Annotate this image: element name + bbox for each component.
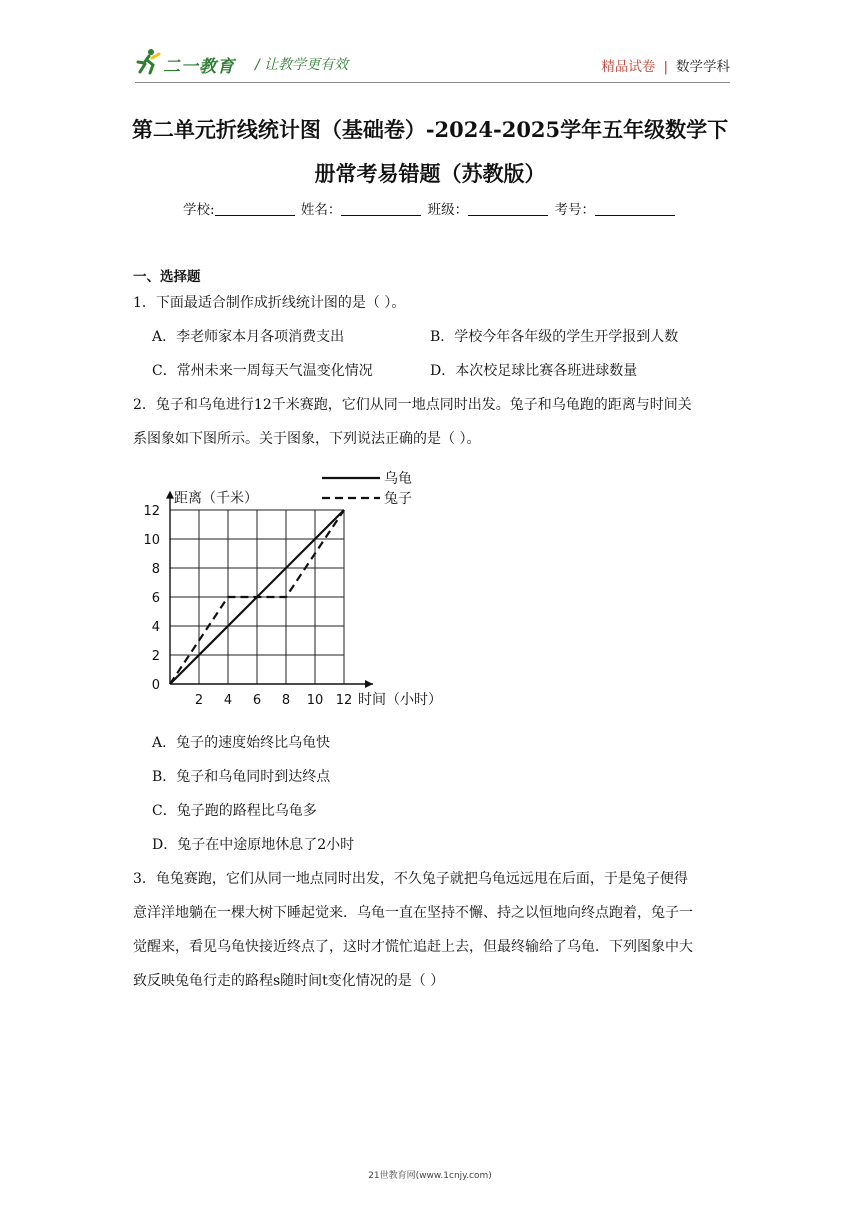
q2-option-c: C．兔子跑的路程比乌龟多 <box>152 803 317 819</box>
q1-option-d: D．本次校足球比赛各班进球数量 <box>430 363 638 379</box>
y-tick-label: 8 <box>151 562 160 577</box>
x-tick-label: 10 <box>306 693 324 708</box>
student-info <box>0 198 860 218</box>
section-heading: 一、选择题 <box>133 269 201 285</box>
q2-option-a: A．兔子的速度始终比乌龟快 <box>152 735 331 751</box>
name-blank <box>341 201 421 216</box>
q1-option-c: C．常州未来一周每天气温变化情况 <box>152 363 373 379</box>
slogan: / 让教学更有效 <box>255 57 349 73</box>
y-axis-label: 距离（千米） <box>174 490 258 507</box>
class-label: 班级： <box>427 202 469 218</box>
x-tick-label: 6 <box>252 693 262 708</box>
class-blank <box>468 201 548 216</box>
q3-line3: 觉醒来，看见乌龟快接近终点了，这时才慌忙追赶上去，但最终输给了乌龟．下列图象中大 <box>133 939 693 955</box>
q1-stem: 1．下面最适合制作成折线统计图的是（ ）。 <box>133 295 406 311</box>
logo-text: 二一教育 <box>163 57 235 77</box>
q3-line4: 致反映兔龟行走的路程s随时间t变化情况的是（ ） <box>133 973 445 989</box>
name-label: 姓名： <box>300 202 342 218</box>
page-title-line2: 册常考易错题（苏教版） <box>314 161 546 186</box>
x-tick-label: 12 <box>335 693 353 708</box>
race-line-chart <box>140 462 450 722</box>
school-label: 学校: <box>183 202 215 218</box>
header-tag-subject: 数学学科 <box>676 59 730 75</box>
header-tag-quality: 精品试卷 <box>601 59 656 75</box>
q2-stem-line1: 2．兔子和乌龟进行12千米赛跑，它们从同一地点同时出发。兔子和乌龟跑的距离与时间关 <box>133 397 692 413</box>
x-tick-label: 4 <box>223 693 233 708</box>
page-title-line1: 第二单元折线统计图（基础卷）-2024-2025学年五年级数学下 <box>131 117 729 142</box>
x-tick-label: 8 <box>281 693 291 708</box>
y-tick-label: 4 <box>151 620 160 635</box>
q2-stem-line2: 系图象如下图所示。关于图象，下列说法正确的是（ ）。 <box>133 431 481 447</box>
q1-option-b: B．学校今年各年级的学生开学报到人数 <box>430 329 679 345</box>
q2-option-d: D．兔子在中途原地休息了2小时 <box>152 837 355 853</box>
number-blank <box>595 201 675 216</box>
legend-label-1: 兔子 <box>384 491 412 507</box>
header-divider <box>135 82 730 83</box>
x-tick-label: 2 <box>194 693 204 708</box>
page-header <box>135 42 730 82</box>
x-axis-arrow-icon <box>365 680 373 688</box>
school-blank <box>215 201 295 216</box>
legend-label-0: 乌龟 <box>384 471 412 487</box>
page-footer: 21世教育网(www.1cnjy.com) <box>368 1171 492 1181</box>
q1-option-a: A．李老师家本月各项消费支出 <box>152 329 345 345</box>
y-tick-label: 10 <box>143 533 160 548</box>
number-label: 考号： <box>554 202 595 218</box>
y-tick-label: 0 <box>151 678 160 693</box>
y-axis-arrow-icon <box>166 491 174 499</box>
header-subject <box>601 55 730 75</box>
y-tick-label: 2 <box>151 649 160 664</box>
x-axis-label: 时间（小时） <box>358 692 442 708</box>
runner-logo-icon <box>135 48 161 76</box>
y-tick-label: 6 <box>151 591 160 606</box>
q3-line2: 意洋洋地躺在一棵大树下睡起觉来．乌龟一直在坚持不懈、持之以恒地向终点跑着，兔子一 <box>133 905 693 921</box>
q3-line1: 3．龟兔赛跑，它们从同一地点同时出发，不久兔子就把乌龟远远甩在后面，于是兔子便得 <box>133 871 688 887</box>
header-separator: | <box>663 59 668 75</box>
q2-option-b: B．兔子和乌龟同时到达终点 <box>152 769 331 785</box>
y-tick-label: 12 <box>143 504 160 519</box>
